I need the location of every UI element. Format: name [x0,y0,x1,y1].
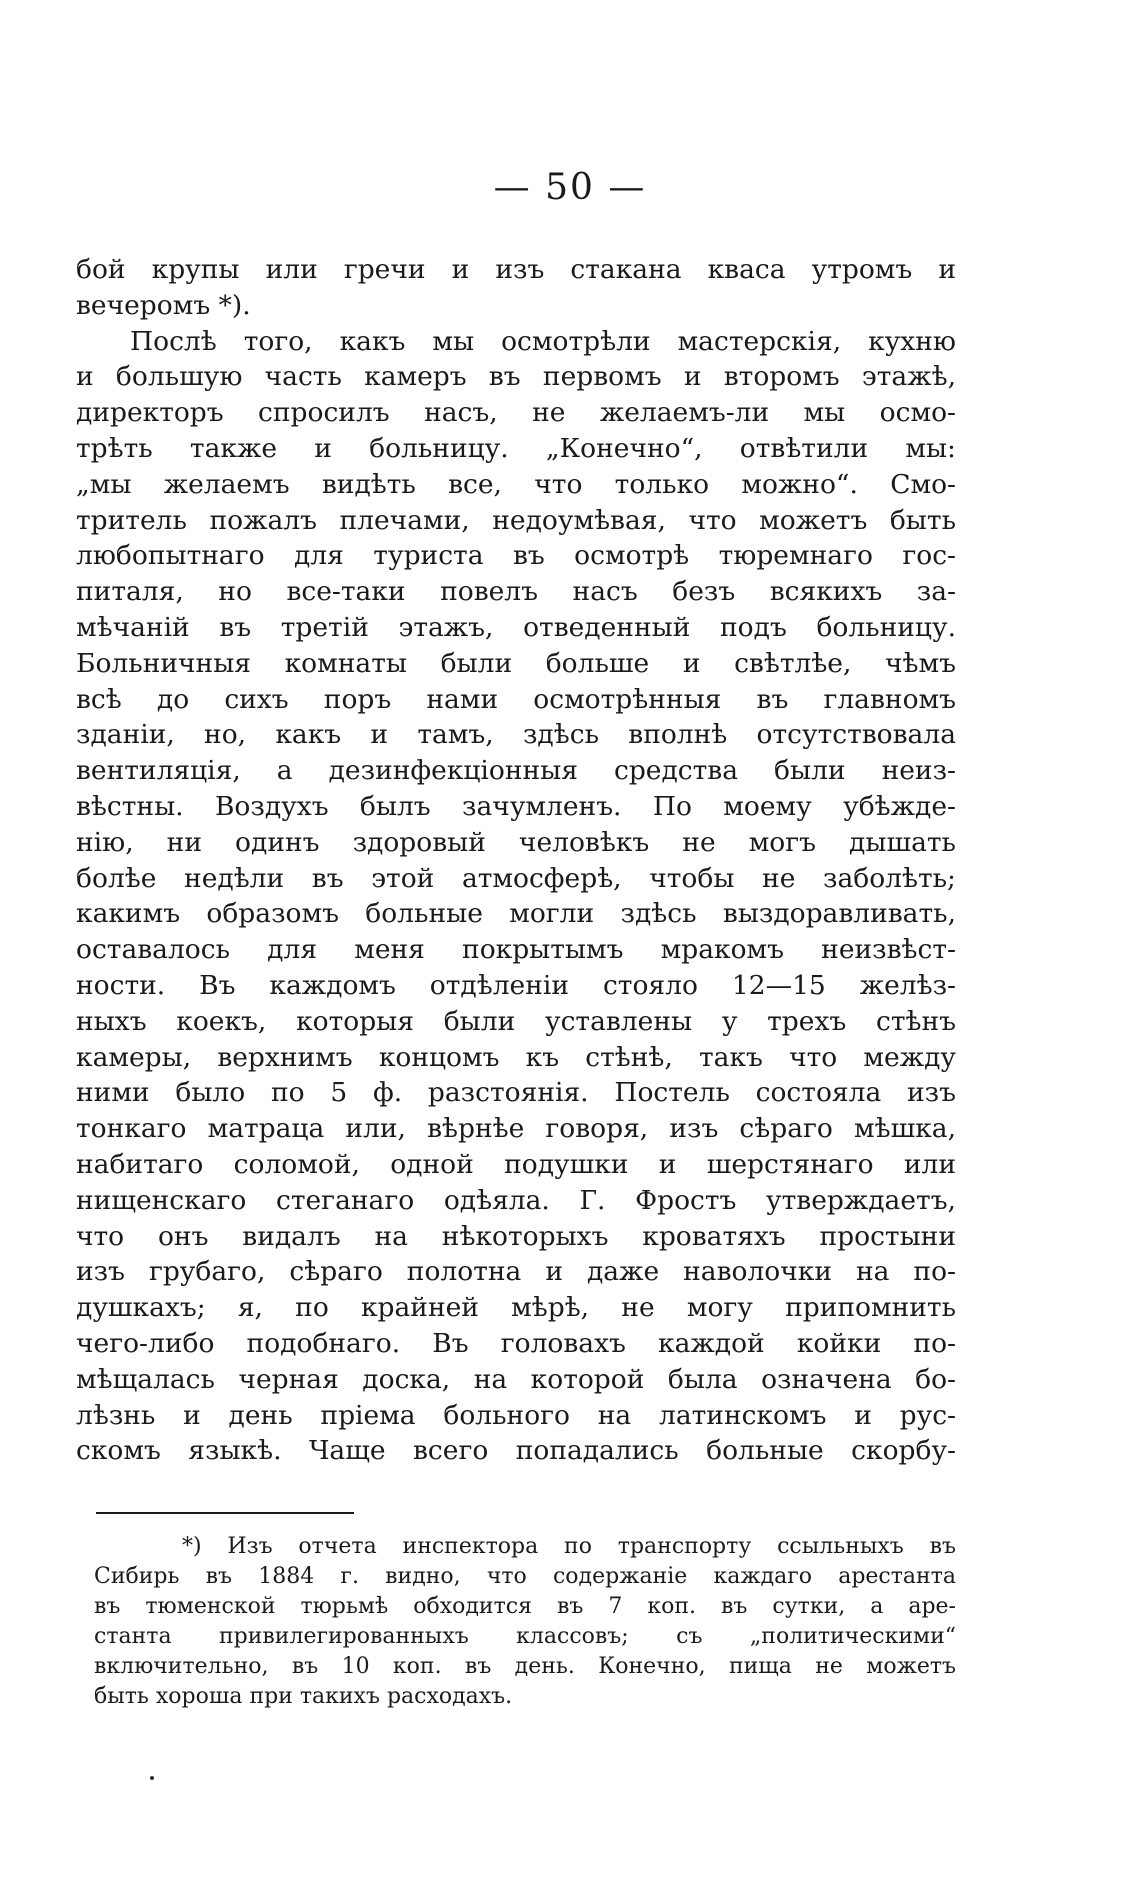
text-line: нію, ни одинъ здоровый человѣкъ не могъ дышать [76,826,956,858]
text-line: лѣзнь и день пріема больного на латинскомъ и рус- [76,1399,956,1431]
text-line: ними было по 5 ф. разстоянія. Постель состояла изъ [76,1077,956,1109]
footnote [94,1532,956,1712]
text-line: болѣе недѣли въ этой атмосферѣ, чтобы не заболѣть; [76,862,956,894]
text-line: Послѣ того, какъ мы осмотрѣли мастерскія, кухню [130,325,956,357]
text-line: „мы желаемъ видѣть все, что только можно“. Смо- [76,468,956,500]
text-line: набитаго соломой, одной подушки и шерстянаго или [76,1148,956,1180]
text-line: Больничныя комнаты были больше и свѣтлѣе, чѣмъ [76,647,956,679]
text-line: чего-либо подобнаго. Въ головахъ каждой койки по- [76,1327,956,1359]
text-line: вентиляція, а дезинфекціонныя средства были неиз- [76,755,956,787]
page-number: — 50 — [493,167,647,208]
footnote-line: включительно, въ 10 коп. въ день. Конечно, пища не можетъ [94,1654,956,1679]
text-line: всѣ до сихъ поръ нами осмотрѣнныя въ главномъ [76,683,956,715]
text-line: трѣть также и больницу. „Конечно“, отвѣтили мы: [76,432,956,464]
text-line: какимъ образомъ больные могли здѣсь выздоравливать, [76,898,956,930]
footnote-line: *) Изъ отчета инспектора по транспорту ссыльныхъ въ [182,1534,956,1559]
text-line: бой крупы или гречи и изъ стакана кваса утромъ и [76,254,956,285]
text-line: камеры, верхнимъ концомъ къ стѣнѣ, такъ что между [76,1041,956,1073]
text-line: зданіи, но, какъ и тамъ, здѣсь вполнѣ отсутствовала [76,719,956,751]
footnote-line: Сибирь въ 1884 г. видно, что содержаніе каждаго арестанта [94,1564,956,1589]
text-line: вѣстны. Воздухъ былъ зачумленъ. По моему убѣжде- [76,790,956,822]
text-line: мѣщалась черная доска, на которой была означена бо- [76,1363,956,1395]
text-line: ныхъ коекъ, которыя были уставлены у трехъ стѣнъ [76,1005,956,1037]
footnote-divider [96,1512,354,1514]
text-line: изъ грубаго, сѣраго полотна и даже наволочки на по- [76,1256,956,1288]
footnote-line: станта привилегированныхъ классовъ; съ „политическими“ [94,1624,956,1649]
text-line: тонкаго матраца или, вѣрнѣе говоря, изъ сѣраго мѣшка, [76,1113,956,1145]
body-text [76,252,956,1469]
text-line: мѣчаній въ третій этажъ, отведенный подъ больницу. [76,611,956,643]
text-line: вечеромъ *). [76,289,251,321]
text-line: питаля, но все-таки повелъ насъ безъ всякихъ за- [76,576,956,608]
text-line: и большую часть камеръ въ первомъ и второмъ этажѣ, [76,361,956,393]
text-line: тритель пожалъ плечами, недоумѣвая, что можетъ быть [76,504,956,536]
text-line: любопытнаго для туриста въ осмотрѣ тюремнаго гос- [76,540,956,572]
text-line: директоръ спросилъ насъ, не желаемъ-ли мы осмо- [76,397,956,429]
text-line: нищенскаго стеганаго одѣяла. Г. Фростъ утверждаетъ, [76,1184,956,1216]
text-line: оставалось для меня покрытымъ мракомъ неизвѣст- [76,934,956,966]
ink-speck [150,1776,154,1780]
text-line: душкахъ; я, по крайней мѣрѣ, не могу припомнить [76,1292,956,1324]
footnote-line: быть хороша при такихъ расходахъ. [94,1684,513,1709]
text-line: ности. Въ каждомъ отдѣленіи стояло 12—15 желѣз- [76,969,956,1001]
text-line: что онъ видалъ на нѣкоторыхъ кроватяхъ простыни [76,1220,956,1252]
footnote-line: въ тюменской тюрьмѣ обходится въ 7 коп. въ сутки, а аре- [94,1594,956,1619]
text-line: скомъ языкѣ. Чаще всего попадались больные скорбу- [76,1435,956,1467]
